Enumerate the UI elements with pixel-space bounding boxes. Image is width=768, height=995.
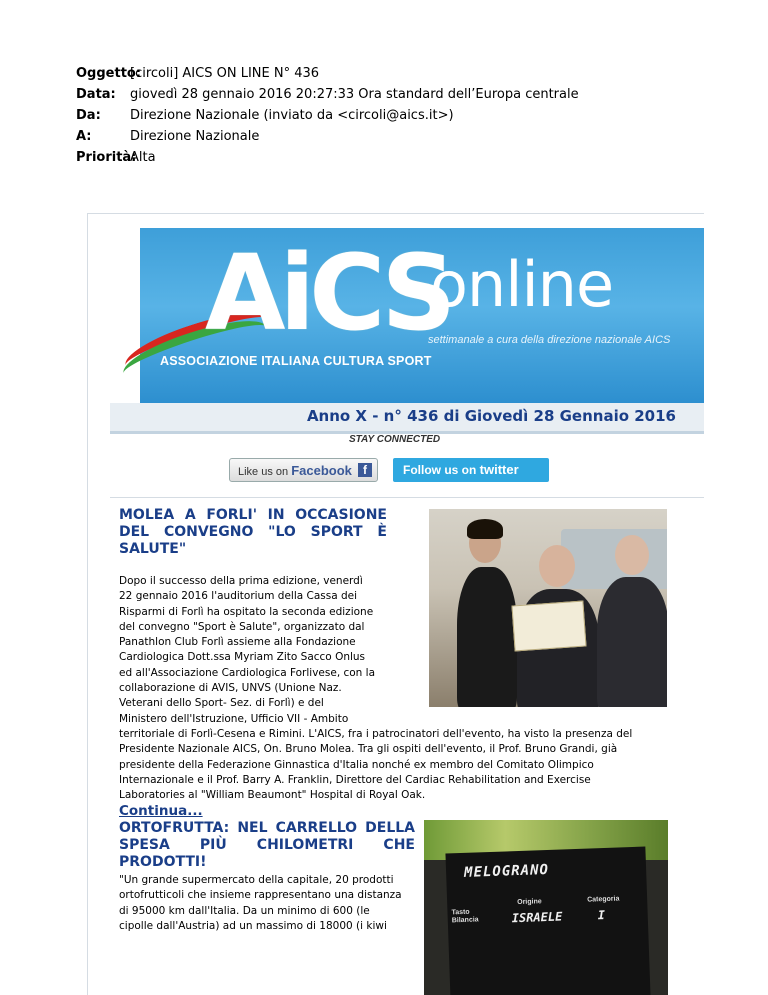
- article-title[interactable]: MOLEA A FORLI' IN OCCASIONE DEL CONVEGNO "LO SPORT È SALUTE": [119, 507, 387, 557]
- email-header: [76, 63, 579, 168]
- article-body-top: Dopo il successo della prima edizione, venerdì 22 gennaio 2016 l'auditorium della Cassa dei Risparmi di Forlì ha ospitato la seconda edizione del convegno "Sport è Salute", organizzato dal Panathlon Club Forlì assieme alla Fondazione Cardiologica Dott.ssa Myriam Zito Sacco Onlus ed all'Associazione Cardiologica Forlivese, con la collaborazione di AVIS, UNVS (Unione Naz. Veterani dello Sport- Sez. di Forlì) e del Ministero dell'Istruzione, Ufficio VII - Ambito: [119, 575, 376, 725]
- header-key: Da:: [76, 108, 101, 123]
- banner-tagline: settimanale a cura della direzione nazionale AICS: [428, 334, 671, 346]
- divider: [110, 497, 704, 498]
- header-row-priority: [76, 147, 579, 168]
- header-key: Priorità:: [76, 150, 137, 165]
- twitter-name: twitter: [479, 462, 519, 477]
- header-value: Direzione Nazionale (inviato da <circoli@aics.it>): [130, 108, 454, 123]
- person-woman: [457, 567, 517, 707]
- header-key: A:: [76, 129, 92, 144]
- facebook-prefix: Like us on: [238, 466, 289, 478]
- newsletter: [87, 213, 704, 995]
- header-value: Alta: [130, 150, 156, 165]
- article-photo-ceremony[interactable]: [429, 509, 667, 707]
- facebook-name: Facebook: [291, 463, 352, 478]
- issue-bar: [110, 403, 704, 434]
- article-body: "Un grande supermercato della capitale, 20 prodotti ortofrutticoli che insieme rappresentano una distanza di 95000 km dall'Italia. Da un minimo di 600 (le cipolle dall'Austria) ad un massimo di 18000 (i kiwi: [119, 874, 402, 932]
- header-value: giovedì 28 gennaio 2016 20:27:33 Ora standard dell’Europa centrale: [130, 87, 579, 102]
- facebook-icon: f: [358, 463, 372, 477]
- person-man-right: [597, 577, 667, 707]
- header-value: Direzione Nazionale: [130, 129, 260, 144]
- header-row-date: [76, 84, 579, 105]
- aics-logo: AiCS: [205, 232, 451, 354]
- header-row-subject: [76, 63, 579, 84]
- certificate: [511, 601, 586, 652]
- issue-title: Anno X - n° 436 di Giovedì 28 Gennaio 2016: [306, 407, 676, 425]
- aics-banner[interactable]: [110, 228, 704, 403]
- price-sign: MELOGRANO Origine Categoria Tasto Bilancia ISRAELE I: [445, 847, 650, 995]
- header-row-from: [76, 105, 579, 126]
- header-key: Oggetto:: [76, 66, 142, 81]
- article-body-full: territoriale di Forlì-Cesena e Rimini. L'AICS, fra i patrocinatori dell'evento, ha visto la presenza del Presidente Nazionale AICS, On. Bruno Molea. Tra gli ospiti dell'evento, il Prof. Bruno Grandi, già presidente della Federazione Ginnastica d'Italia nonché ex membro del Comitato Olimpico Internazionale e il Prof. Barry A. Franklin, Direttore del Cardiac Rehabilitation and Exercise Laboratories al "William Beaumont" Hospital di Royal Oak.: [119, 728, 633, 802]
- association-name: ASSOCIAZIONE ITALIANA CULTURA SPORT: [160, 354, 432, 368]
- stay-connected-label: STAY CONNECTED: [349, 434, 441, 445]
- twitter-prefix: Follow us on: [403, 463, 477, 477]
- twitter-button[interactable]: [393, 458, 549, 482]
- continua-link[interactable]: Continua...: [119, 803, 203, 819]
- article-photo-pomegranate[interactable]: [424, 820, 668, 995]
- header-value: [circoli] AICS ON LINE N° 436: [130, 66, 320, 81]
- article-title[interactable]: ORTOFRUTTA: NEL CARRELLO DELLA SPESA PIÙ CHILOMETRI CHE PRODOTTI!: [119, 820, 415, 870]
- facebook-button[interactable]: [229, 458, 378, 482]
- header-key: Data:: [76, 87, 116, 102]
- logo-online-text: online: [430, 248, 614, 321]
- header-row-to: [76, 126, 579, 147]
